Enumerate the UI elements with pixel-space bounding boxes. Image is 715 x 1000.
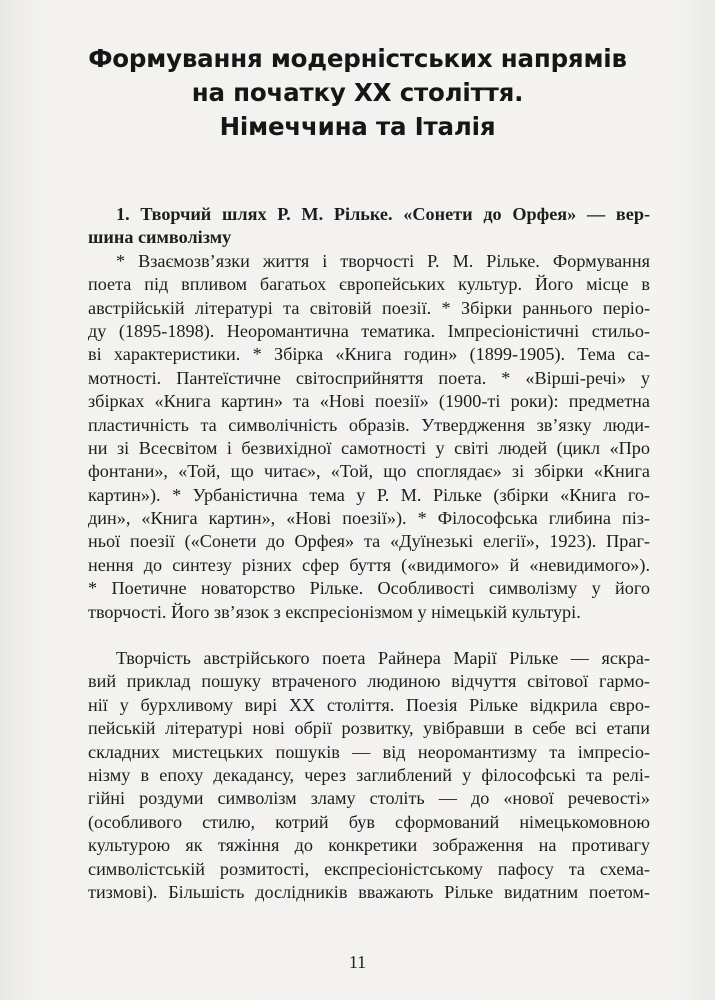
body-line: гійні роздуми символізм зламу століть — до «нової речевості» [88, 788, 650, 809]
section-heading-line: 1. Творчий шлях Р. М. Рільке. «Сонети до Орфея» — вер- [116, 204, 650, 224]
section-summary [88, 250, 650, 624]
page-number: 11 [348, 952, 367, 972]
summary-line: ду (1895-1898). Неоромантична тематика. Імпресіоністичні стильо- [88, 320, 650, 341]
summary-line: ни зі Всесвітом і безвихідної самотності у світі людей (цикл «Про [88, 437, 650, 458]
summary-line: ві характеристики. * Збірка «Книга годин» (1899-1905). Тема са- [88, 344, 650, 365]
body-line: вий приклад пошуку втраченого людиною відчуття світової гармо- [88, 671, 650, 692]
body-line: складних мистецьких пошуків — від неоромантизму та імпресіо- [88, 741, 650, 762]
summary-line: австрійській літературі та світовій поезії. * Збірки раннього періо- [88, 297, 650, 318]
summary-line: пластичність та символічність образів. Утвердження зв’язку люди- [88, 414, 650, 435]
chapter-title-line: на початку ХХ століття. [191, 78, 524, 107]
body-line: (особливого стилю, котрий був сформований німецькомовною [88, 811, 650, 832]
summary-line: * Взаємозв’язки життя і творчості Р. М. Рільке. Формування [116, 250, 650, 271]
summary-line: ньої поезії («Сонети до Орфея» та «Дуїнезькі елегії», 1923). Праг- [88, 531, 650, 552]
summary-line: дин», «Книга картин», «Нові поезії»). * Філософська глибина піз- [88, 508, 650, 529]
summary-line: нення до синтезу різних сфер буття («видимого» й «невидимого»). [88, 554, 650, 575]
summary-line: * Поетичне новаторство Рільке. Особливості символізму у його [88, 578, 650, 599]
chapter-title-line: Формування модерністських напрямів [88, 44, 627, 73]
summary-line: фонтани», «Той, що читає», «Той, що споглядає» зі збірки «Книга [88, 461, 650, 482]
body-paragraph [88, 647, 650, 904]
section-heading [88, 203, 650, 250]
summary-line: картин»). * Урбаністична тема у Р. М. Рільке (збірки «Книга го- [88, 484, 650, 505]
body-line: символістській розмитості, експресіоністському пафосу та схема- [88, 858, 650, 879]
body-line: нізму в епоху декадансу, через заглиблений у філософські та релі- [88, 764, 650, 785]
body-line: пейській літературі нові обрії розвитку, увібравши в себе всі етапи [88, 718, 650, 739]
paragraph-gap [88, 624, 650, 647]
section-content [88, 203, 650, 904]
summary-line: збірках «Книга картин» та «Нові поезії» (1900-ті роки): предметна [88, 391, 650, 412]
body-line: Творчість австрійського поета Райнера Марії Рільке — яскра- [116, 648, 650, 669]
summary-line: творчості. Його зв’язок з експресіонізмом у німецькій культурі. [88, 601, 581, 622]
chapter-title [60, 42, 655, 144]
chapter-title-line: Німеччина та Італія [219, 112, 496, 141]
body-line: культурою як тяжіння до конкретики зображення на противагу [88, 835, 650, 856]
body-line: тизмові). Більшість дослідників вважають Рільке видатним поетом- [88, 881, 650, 902]
summary-line: мотності. Пантеїстичне світосприйняття поета. * «Вірші-речі» у [88, 367, 650, 388]
summary-line: поета під впливом багатьох європейських культур. Його місце в [88, 274, 650, 295]
body-line: нії у бурхливому вирі ХХ століття. Поезія Рільке відкрила євро- [88, 694, 650, 715]
section-heading-line: шина символізму [88, 227, 232, 248]
